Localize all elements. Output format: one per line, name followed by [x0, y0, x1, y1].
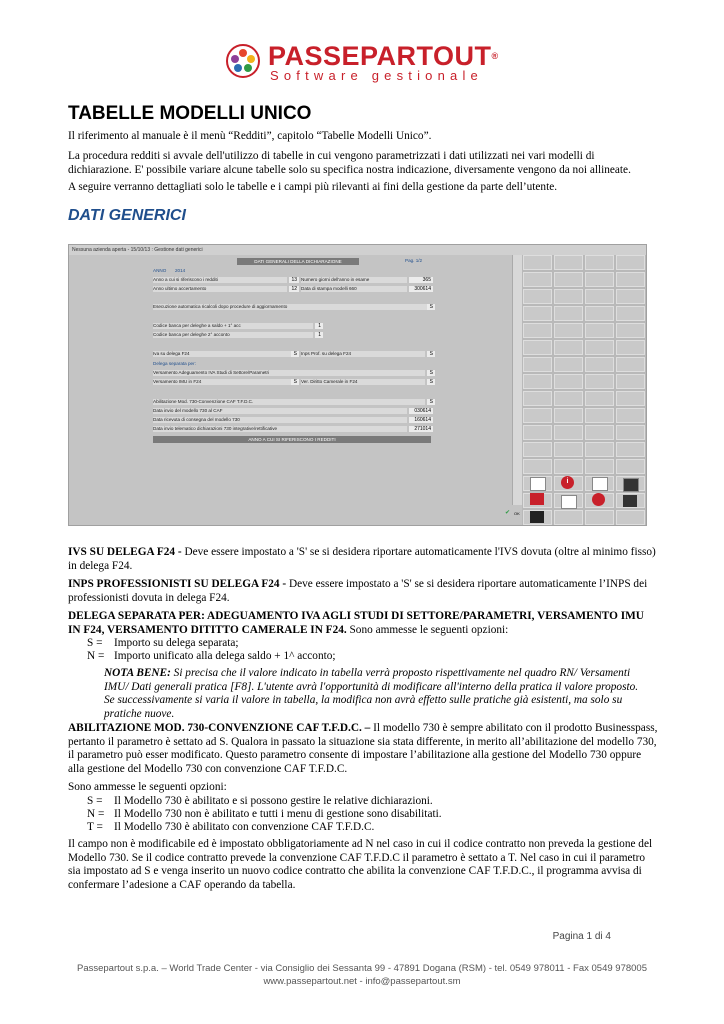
- brand-logo: [226, 41, 499, 84]
- header-bar: DATI GENERALI DELLA DICHIARAZIONE: [237, 258, 359, 265]
- field-value[interactable]: S: [291, 351, 299, 357]
- field-label: Ver. Diritto Camerale in F24: [301, 379, 425, 385]
- field-label: Codice banca per deleghe 2° acconto: [153, 332, 313, 338]
- intro-paragraph-3: A seguire verranno dettagliati solo le tabelle e i campi più rilevanti ai fini della gestione da parte dell’utente.: [68, 181, 558, 193]
- field-label: Data ricevuta di consegna del modello 730: [153, 417, 407, 423]
- field-value[interactable]: S: [427, 379, 435, 385]
- opzione-item: S = Il Modello 730 è abilitato e si possono gestire le relative dichiarazioni.: [87, 795, 433, 807]
- field-label: Data di stampa modelli 660: [301, 286, 407, 292]
- field-label: Esecuzione automatica ricalcoli dopo procedure di aggiornamento: [153, 304, 427, 310]
- print-icon[interactable]: [530, 493, 544, 505]
- mail-icon[interactable]: [561, 495, 577, 509]
- anno-label: ANNO: [153, 268, 167, 273]
- closing-paragraph: Il campo non è modificabile ed è impostato obbligatoriamente ad N nel caso in cui il codice contratto non preveda la gestione del Modello 730. Se il codice contratto prevede la convenzione CAF T.F.D.C il parametro è settato a T. Nel caso in cui il parametro sia impostato ad S e venga inserito un nuovo codice contratto che abilita la convenzione CAF T.F.D.C., il programma avvisa di confermare l’adesione a CAF operando da tabella.: [68, 838, 653, 891]
- page-number: Pagina 1 di 4: [552, 931, 611, 942]
- footer-address: Passepartout s.p.a. – World Trade Center - via Consiglio dei Sessanta 99 - 47891 Dogana (RSM) - tel. 0549 978011 - Fax 0549 978005: [77, 963, 647, 974]
- footer-bar: ANNO A CUI SI RIFERISCONO I REDDITI: [153, 436, 431, 443]
- page-title: TABELLE MODELLI UNICO: [68, 103, 312, 124]
- page-indicator: Pag. 1/2: [405, 258, 423, 263]
- window-title: Nessuna azienda aperta - 15/10/13 : Gestione dati generici: [69, 245, 646, 255]
- field-value[interactable]: 12: [289, 286, 299, 292]
- section-heading: DATI GENERICI: [68, 207, 186, 224]
- intro-paragraph-2: La procedura redditi si avvale dell'utilizzo di tabelle in cui vengono parametrizzati i dati utilizzati nei vari modelli di dichiarazione. E' possibile variare alcune tabelle solo su specifica nostra indicazione, diversamente vengono da noi allineate.: [68, 150, 631, 176]
- field-value[interactable]: S: [427, 370, 435, 376]
- info-icon[interactable]: i: [561, 476, 574, 489]
- form-area: [69, 255, 512, 505]
- passepartout-icon[interactable]: [592, 493, 605, 506]
- field-value[interactable]: S: [427, 351, 435, 357]
- field-label: Inps Prof. su delega F24: [301, 351, 425, 357]
- inps-paragraph: INPS PROFESSIONISTI SU DELEGA F24 - Deve essere impostato a 'S' se si desidera riportare automaticamente l’INPS dei professionisti dovuta in delega F24.: [68, 578, 648, 604]
- sort-icon[interactable]: [530, 477, 546, 491]
- field-value[interactable]: S: [291, 379, 299, 385]
- opzione-item: T = Il Modello 730 è abilitato con convenzione CAF T.F.D.C.: [87, 821, 375, 833]
- field-label: Anno a cui si riferiscono i redditi: [153, 277, 287, 283]
- field-value[interactable]: 030614: [409, 408, 433, 414]
- logo-tagline: Software gestionale: [270, 68, 483, 83]
- vertical-scrollbar[interactable]: [512, 255, 522, 505]
- field-value[interactable]: 300614: [409, 286, 433, 292]
- field-value[interactable]: 365: [409, 277, 433, 283]
- opzioni-intro: Sono ammesse le seguenti opzioni:: [68, 781, 227, 793]
- status-bar: [69, 505, 522, 525]
- delega-option: N = Importo unificato alla delega saldo + 1^ acconto;: [87, 650, 336, 662]
- field-value[interactable]: 1: [315, 332, 323, 338]
- ok-label[interactable]: OK: [514, 511, 520, 516]
- calculator-icon[interactable]: [530, 511, 544, 523]
- nota-bene: NOTA BENE: Si precisa che il valore indicato in tabella verrà proposto rispettivamente nel quadro RN/ Versamenti IMU/ Dati generali pratica [F8]. L'utente avrà l'opportunità di modificare all'interno della pratica il valore proposto. Se successivamente si varia il valore in tabella, la modifica non avrà effetto sulle pratiche già esistenti, ma solo su pratiche nuove.: [104, 667, 639, 720]
- field-value[interactable]: 160614: [409, 417, 433, 423]
- field-label: Iva su delega F24: [153, 351, 291, 357]
- ok-check-icon[interactable]: ✔: [505, 510, 511, 516]
- ivs-paragraph: IVS SU DELEGA F24 - Deve essere impostato a 'S' se si desidera riportare automaticamente l'IVS dovuta (oltre al minimo fisso) in delega F24.: [68, 546, 656, 572]
- abilitazione-paragraph: ABILITAZIONE MOD. 730-CONVENZIONE CAF T.F.D.C. – Il modello 730 è sempre abilitato con il prodotto Businesspass, pertanto il parametro è settato ad S. Qualora in passato la situazione sia stata differente, in merito all’abilitazione del modello 730, il parametro può esser modificato. Questo parametro consente di impostare l’abilitazione alla gestione del Modello 730 oppure alla gestione del Modello 730 con convenzione CAF T.F.D.C.: [68, 722, 658, 775]
- field-value[interactable]: 13: [289, 277, 299, 283]
- dati-generici-screenshot: [68, 244, 647, 526]
- keyboard-icon[interactable]: [623, 495, 637, 507]
- field-label: Numero giorni dell'anno in esame: [301, 277, 407, 283]
- delega-label: Delega separata per:: [153, 361, 196, 366]
- logo-flower-icon: [226, 44, 260, 78]
- sort-az-icon[interactable]: [592, 477, 608, 491]
- field-value[interactable]: 271014: [409, 426, 433, 432]
- field-label: Versamento Adeguamento IVA Studi di Settore/Parametri: [153, 370, 425, 376]
- logo-wordmark: PASSEPARTOUT®: [268, 41, 499, 71]
- field-label: Data invio telematico dichiarazioni 730 integrative/rettificative: [153, 426, 407, 432]
- anno-value: 2014: [175, 268, 186, 273]
- delega-paragraph: DELEGA SEPARATA PER: ADEGUAMENTO IVA AGLI STUDI DI SETTORE/PARAMETRI, VERSAMENTO IMU IN F24, VERSAMENTO DITITTO CAMERALE IN F24. Sono ammesse le seguenti opzioni:: [68, 610, 644, 636]
- function-key-panel: [522, 255, 646, 525]
- footer-contacts: www.passepartout.net - info@passepartout.sm: [263, 976, 461, 987]
- delega-option: S = Importo su delega separata;: [87, 637, 239, 649]
- field-value[interactable]: S: [427, 399, 435, 405]
- field-label: Codice banca per deleghe a saldo + 1° acc: [153, 323, 313, 329]
- field-label: Versamento IMU in F24: [153, 379, 291, 385]
- field-label: Abilitazione Mod. 730-Convenzione CAF T.F.D.C.: [153, 399, 425, 405]
- screen-icon[interactable]: [623, 478, 639, 492]
- field-value[interactable]: 1: [315, 323, 323, 329]
- field-label: Data invio del modello 730 al CAF: [153, 408, 407, 414]
- opzione-item: N = Il Modello 730 non è abilitato e tutti i menu di gestione sono disabilitati.: [87, 808, 442, 820]
- intro-paragraph-1: Il riferimento al manuale è il menù “Redditi”, capitolo “Tabelle Modelli Unico”.: [68, 130, 432, 142]
- field-label: Anno ultimo accertamento: [153, 286, 287, 292]
- field-value[interactable]: S: [427, 304, 435, 310]
